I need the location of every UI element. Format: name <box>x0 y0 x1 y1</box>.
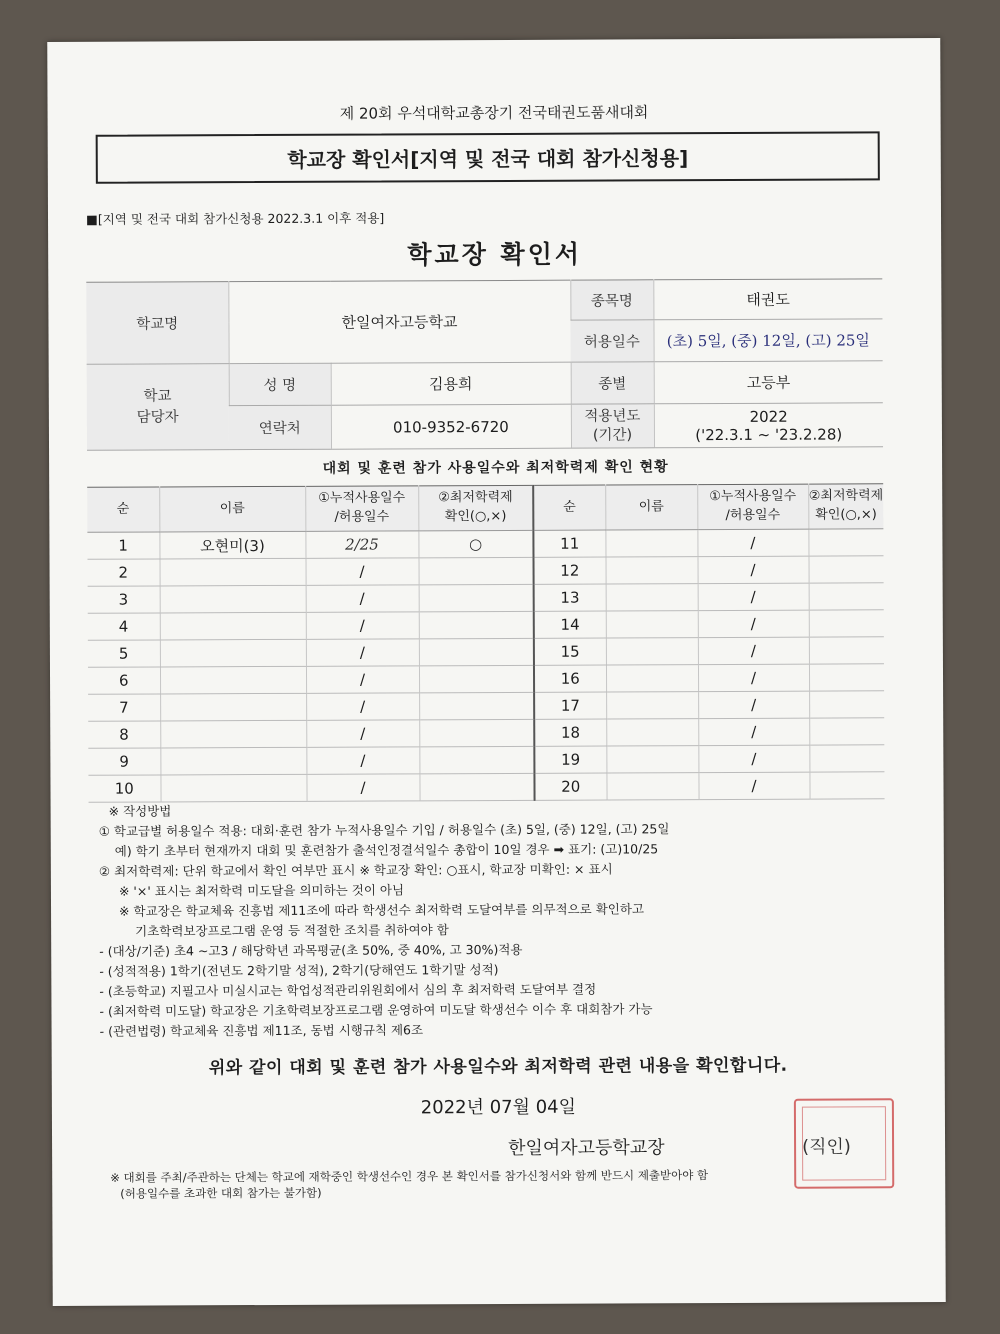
instruction-line: ② 최저학력제: 단위 학교에서 확인 여부만 표시 ※ 학교장 확인: ○표시, 학교장 미확인: × 표시 <box>98 861 613 879</box>
instructions-heading: ※ 작성방법 <box>108 803 172 819</box>
manager-label: 학교 담당자 <box>87 364 229 451</box>
submission-note <box>110 1166 900 1201</box>
student-name <box>160 612 306 640</box>
student-name <box>606 719 698 746</box>
min-academic-check <box>419 638 534 666</box>
days-used: / <box>697 556 808 583</box>
days-used: / <box>698 691 809 718</box>
min-academic-check <box>809 637 884 664</box>
min-academic-check <box>809 691 884 718</box>
student-name <box>160 558 306 586</box>
submission-note-line: ※ 대회를 주최/주관하는 단체는 학교에 재학중인 학생선수인 경우 본 확인서를 참가신청서와 함께 반드시 제출받아야 함 <box>110 1168 709 1185</box>
instruction-line: 예) 학기 초부터 현재까지 대회 및 훈련참가 출석인정결석일수 총합이 10일 경우 ➡ 표기: (고)10/25 <box>114 841 659 859</box>
days-used: / <box>306 666 419 693</box>
min-academic-check <box>419 584 534 612</box>
days-used: / <box>306 612 419 639</box>
student-name <box>606 584 698 611</box>
days-used: / <box>306 585 419 612</box>
school-value: 한일여자고등학교 <box>228 280 570 363</box>
min-academic-check <box>809 610 884 637</box>
col-header-days: ①누적사용일수 /허용일수 <box>305 486 418 531</box>
days-used: / <box>698 664 809 691</box>
instruction-line: - (관련법령) 학교체육 진흥법 제11조, 동법 시행규칙 제6조 <box>99 1022 424 1039</box>
student-name <box>606 638 698 665</box>
student-name <box>606 611 698 638</box>
year-label: 적용년도 (기간) <box>571 404 654 448</box>
submission-note-line: (허용일수를 초과한 대회 참가는 불가함) <box>120 1185 322 1201</box>
document-title-box <box>96 131 880 183</box>
min-academic-check <box>809 745 884 772</box>
table-row <box>88 556 884 586</box>
instruction-line: 기초학력보장프로그램 운영 등 적절한 조치를 취하여야 함 <box>135 922 449 939</box>
name-label: 성 명 <box>229 363 331 405</box>
days-used: / <box>698 583 809 610</box>
student-name <box>606 692 698 719</box>
row-number: 6 <box>88 667 160 694</box>
min-academic-check <box>809 583 884 610</box>
school-label: 학교명 <box>86 282 228 365</box>
student-name <box>160 639 306 667</box>
event-value: 태권도 <box>653 279 882 320</box>
student-name <box>160 720 306 748</box>
principal-signature: 한일여자고등학교장 <box>508 1137 665 1159</box>
col-header-name-2: 이름 <box>605 485 697 530</box>
table-row <box>88 772 884 802</box>
row-number: 14 <box>534 611 606 638</box>
student-name <box>160 666 306 694</box>
row-number: 18 <box>534 719 606 746</box>
min-academic-check <box>809 718 884 745</box>
school-info-table <box>86 278 883 450</box>
col-header-days-2: ①누적사용일수 /허용일수 <box>697 484 808 529</box>
col-header-check-2: ②최저학력제 확인(○,×) <box>808 484 883 529</box>
year-cell <box>654 403 883 448</box>
row-number: 15 <box>534 638 606 665</box>
min-academic-check <box>419 557 534 585</box>
row-number: 9 <box>88 748 160 775</box>
table-row <box>88 691 884 721</box>
min-academic-check <box>808 556 883 583</box>
days-used: / <box>698 718 809 745</box>
period-value: ('22.3.1 ~ '23.2.28) <box>695 424 843 444</box>
table-row <box>88 664 884 694</box>
instruction-line: ※ 학교장은 학교체육 진흥법 제11조에 따라 학생선수 최저학력 도달여부를 의무적으로 확인하고 <box>119 901 645 919</box>
year-value: 2022 <box>749 407 788 426</box>
document-title: 학교장 확인서[지역 및 전국 대회 참가신청용] <box>287 146 689 172</box>
row-number: 8 <box>88 721 160 748</box>
row-number: 19 <box>534 746 606 773</box>
student-name: 오현미(3) <box>159 531 305 559</box>
days-used: / <box>306 693 419 720</box>
days-used: / <box>306 639 419 666</box>
student-name <box>160 585 306 613</box>
row-number: 7 <box>88 694 160 721</box>
confirmation-statement: 위와 같이 대회 및 훈련 참가 사용일수와 최저학력 관련 내용을 확인합니다. <box>208 1055 788 1079</box>
instruction-line: ※ '×' 표시는 최저학력 미도달을 의미하는 것이 아님 <box>118 882 405 899</box>
row-number: 11 <box>533 530 605 557</box>
status-table <box>87 483 884 802</box>
row-number: 10 <box>88 775 160 802</box>
status-title: 대회 및 훈련 참가 사용일수와 최저학력제 확인 현황 <box>322 459 669 477</box>
student-name <box>605 530 697 557</box>
student-name <box>605 557 697 584</box>
instructions <box>98 798 900 1041</box>
days-used: / <box>698 772 809 799</box>
min-academic-check <box>419 665 534 693</box>
row-number: 3 <box>88 586 160 613</box>
row-number: 1 <box>87 532 159 559</box>
instruction-line: - (대상/기준) 초4 ~고3 / 해당학년 과목평균(초 50%, 중 40%, 고 30%)적용 <box>99 941 523 959</box>
table-row <box>88 718 884 748</box>
days-used: / <box>306 558 419 585</box>
row-number: 17 <box>534 692 606 719</box>
table-row <box>88 583 884 613</box>
col-header-check: ②최저학력제 확인(○,×) <box>418 485 533 531</box>
row-number: 13 <box>534 584 606 611</box>
min-academic-check <box>419 692 534 720</box>
days-used: / <box>698 745 809 772</box>
row-number: 2 <box>88 559 160 586</box>
row-number: 5 <box>88 640 160 667</box>
min-academic-check <box>809 772 884 799</box>
days-used: / <box>698 637 809 664</box>
student-name <box>606 665 698 692</box>
days-used: / <box>306 774 419 801</box>
instruction-line: ① 학교급별 허용일수 적용: 대회·훈련 참가 누적사용일수 기입 / 허용일수 (초) 5일, (중) 12일, (고) 25일 <box>98 821 670 839</box>
min-academic-check <box>419 746 534 774</box>
document-paper <box>47 38 946 1306</box>
min-academic-check: ○ <box>418 530 533 558</box>
days-used: / <box>698 610 809 637</box>
row-number: 16 <box>534 665 606 692</box>
days-label: 허용일수 <box>570 320 653 362</box>
row-number: 4 <box>88 613 160 640</box>
days-used: 2/25 <box>305 531 418 558</box>
applicability-note: ■[지역 및 전국 대회 참가신청용 2022.3.1 이후 적용] <box>85 210 385 227</box>
min-academic-check <box>809 664 884 691</box>
col-header-name: 이름 <box>159 486 305 532</box>
instruction-line: - (최저학력 미도달) 학교장은 기초학력보장프로그램 운영하여 미도달 학생선수 이수 후 대회참가 가능 <box>99 1001 653 1019</box>
table-row <box>88 637 884 667</box>
type-value: 고등부 <box>654 361 883 404</box>
seal-label: (직인) <box>802 1136 851 1158</box>
main-title: 학교장 확인서 <box>407 239 583 270</box>
contact-label: 연락처 <box>229 405 331 449</box>
student-name <box>160 774 306 802</box>
table-row <box>88 745 884 775</box>
event-label: 종목명 <box>570 280 653 320</box>
student-name <box>606 746 698 773</box>
table-row <box>87 529 883 559</box>
table-row <box>88 610 884 640</box>
min-academic-check <box>808 529 883 556</box>
student-name <box>160 693 306 721</box>
type-label: 종별 <box>571 362 654 404</box>
days-used: / <box>697 529 808 556</box>
instruction-line: - (성적적용) 1학기(전년도 2학기말 성적), 2학기(당해연도 1학기말 성적) <box>99 961 499 979</box>
col-header-no-2: 순 <box>533 485 605 530</box>
student-name <box>160 747 306 775</box>
row-number: 20 <box>534 773 606 800</box>
days-used: / <box>306 720 419 747</box>
min-academic-check <box>419 611 534 639</box>
days-value: (초) 5일, (중) 12일, (고) 25일 <box>653 319 882 362</box>
col-header-no: 순 <box>87 487 159 532</box>
min-academic-check <box>419 773 534 801</box>
min-academic-check <box>419 719 534 747</box>
days-used: / <box>306 747 419 774</box>
student-name <box>606 773 698 800</box>
instruction-line: - (초등학교) 지필고사 미실시교는 학업성적관리위원회에서 심의 후 최저학력 도달여부 결정 <box>99 981 597 999</box>
row-number: 12 <box>534 557 606 584</box>
contact-value: 010-9352-6720 <box>331 404 571 449</box>
issue-date: 2022년 07월 04일 <box>420 1096 577 1119</box>
name-value: 김용희 <box>331 362 571 405</box>
event-title: 제 20회 우석대학교총장기 전국태권도품새대회 <box>339 103 649 123</box>
